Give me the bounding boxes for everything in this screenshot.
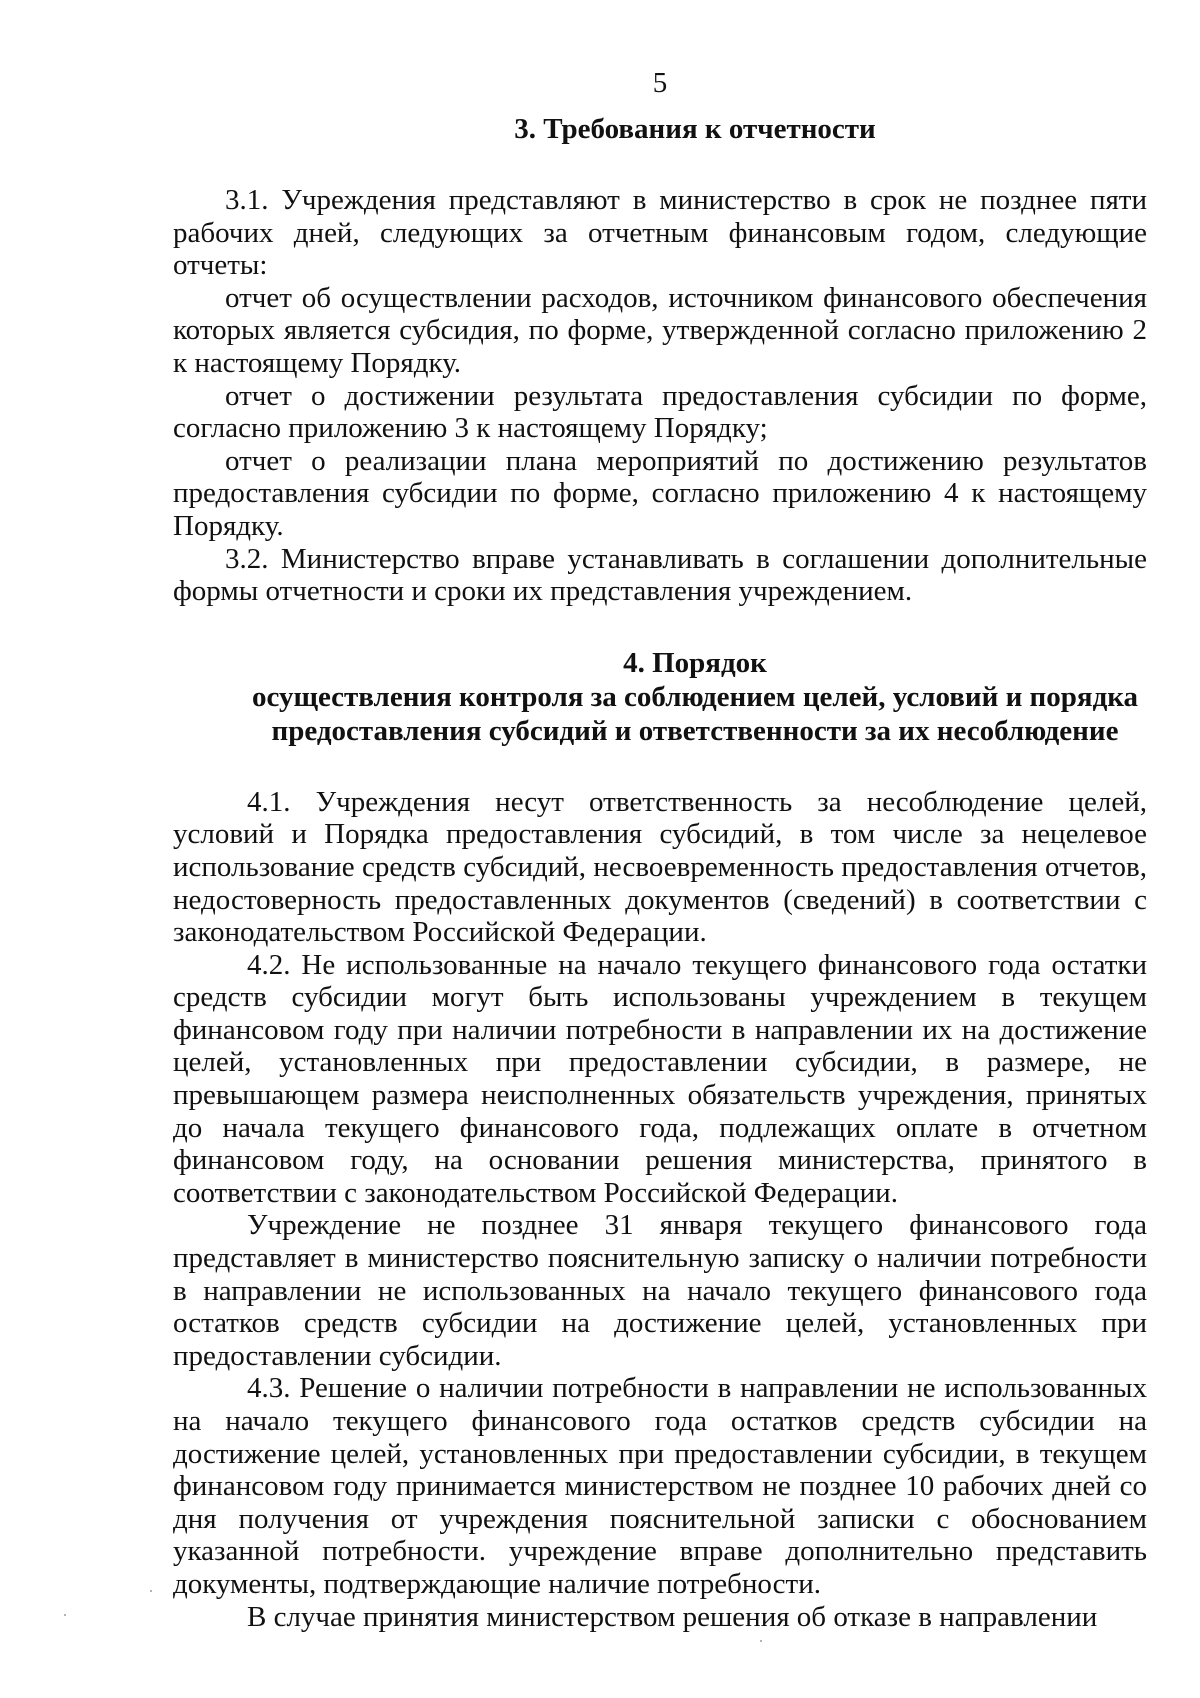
scan-speck [64,1614,66,1616]
paragraph-3-2: 3.2. Министерство вправе устанавливать в соглашении дополнительные формы отчетности и сроки их представления учреждением. [173,542,1147,608]
paragraph-report-expenses: отчет об осуществлении расходов, источником финансового обеспечения которых является субсидия, по форме, утвержденной согласно приложению 2 к настоящему Порядку. [173,281,1147,379]
section-4-title-line-1: 4. Порядок [623,646,767,679]
scan-speck [760,1640,762,1642]
section-3-title: 3. Требования к отчетности [514,113,876,145]
paragraph-4-2: 4.2. Не использованные на начало текущего финансового года остатки средств субсидии могут быть использованы учреждением в текущем финансовом году при наличии потребности в направлении их на достижение целей, установленных при предоставлении субсидии, в размере, не превышающем размера неисполненных обязательств учреждения, принятых до начала текущего финансового года, подлежащих оплате в отчетном финансовом году, на основании решения министерства, принятого в соответствии с законодательством Российской Федерации. [173,948,1147,1209]
paragraph-4-1: 4.1. Учреждения несут ответственность за несоблюдение целей, условий и Порядка предоставления субсидий, в том числе за нецелевое использование средств субсидий, несвоевременность предоставления отчетов, недостоверность предоставленных документов (сведений) в соответствии с законодательством Российской Федерации. [173,785,1147,949]
paragraph-explanatory-note: Учреждение не позднее 31 января текущего финансового года представляет в министерство пояснительную записку о наличии потребности в направлении не использованных на начало текущего финансового года остатков средств субсидии на достижение целей, установленных при предоставлении субсидии. [173,1209,1147,1372]
page-number: 5 [652,67,668,99]
section-4-title-line-3: предоставления субсидий и ответственности за их несоблюдение [271,714,1119,747]
paragraph-4-3: 4.3. Решение о наличии потребности в направлении не использованных на начало текущего финансового года остатков средств субсидии на достижение целей, установленных при предоставлении субсидии, в текущем финансовом году принимается министерством не позднее 10 рабочих дней со дня получения от учреждения пояснительной записки с обоснованием указанной потребности. учреждение вправе дополнительно представить документы, подтверждающие наличие потребности. [173,1372,1147,1600]
scan-speck [150,1590,152,1592]
section-4-title-line-2: осуществления контроля за соблюдением целей, условий и порядка [251,680,1139,713]
document-body [173,112,1147,1633]
paragraph-report-results: отчет о достижении результата предоставления субсидии по форме, согласно приложению 3 к настоящему Порядку; [173,379,1147,445]
section-4-title [173,646,1147,748]
paragraph-refusal-case: В случае принятия министерством решения об отказе в направлении [247,1600,1098,1633]
paragraph-3-1: 3.1. Учреждения представляют в министерство в срок не позднее пяти рабочих дней, следующих за отчетным финансовым годом, следующие отчеты: [173,184,1147,282]
paragraph-report-plan: отчет о реализации плана мероприятий по достижению результатов предоставления субсидии по форме, согласно приложению 4 к настоящему Порядку. [173,444,1147,542]
